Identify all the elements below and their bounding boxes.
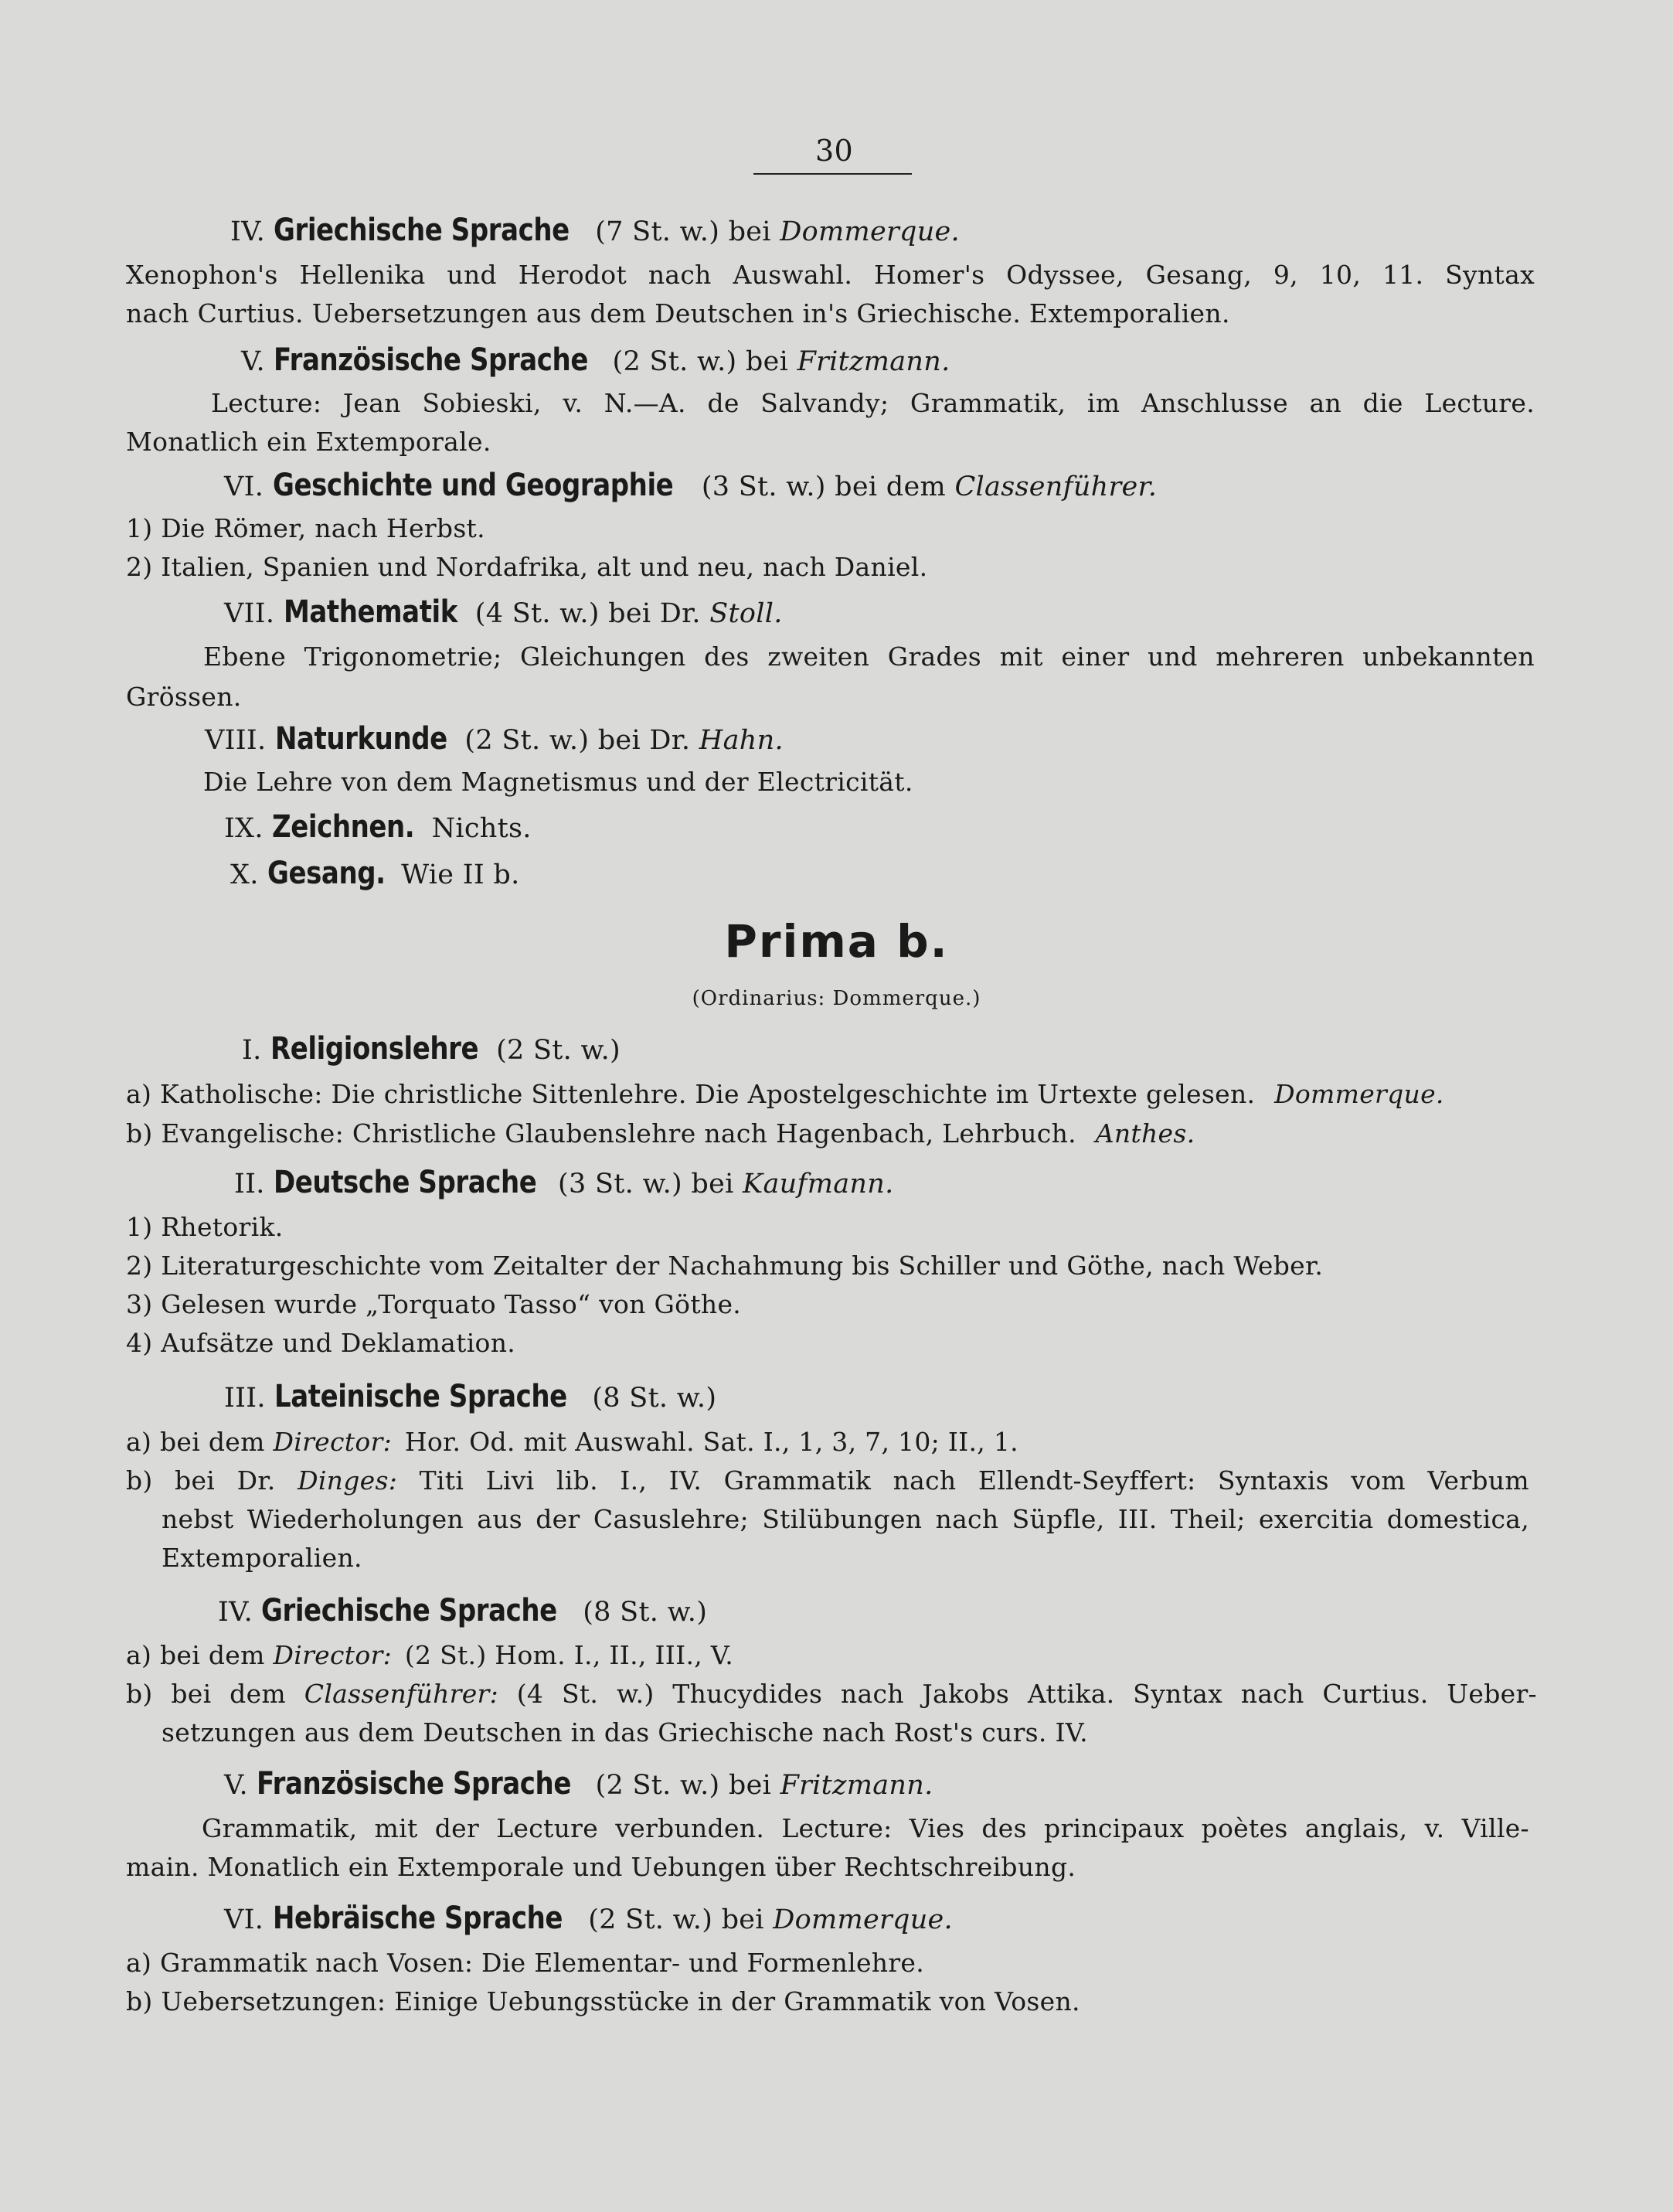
section-number: IX. <box>224 813 264 844</box>
section-teacher: Fritzmann. <box>797 346 950 377</box>
text-line: 1) Rhetorik. <box>126 1212 284 1242</box>
line-text: Titi Livi lib. I., IV. Grammatik nach Ellendt-Seyffert: Syntaxis vom Verbum <box>419 1465 1529 1496</box>
section-title: Hebräische Sprache <box>272 1901 563 1936</box>
section-heading-religionslehre <box>242 1033 621 1066</box>
line-text: b) Evangelische: Christliche Glaubenslehre nach Hagenbach, Lehrbuch. <box>126 1118 1076 1149</box>
teacher-name: Dinges: <box>298 1465 398 1496</box>
section-heading-franzoesisch-prev <box>241 342 950 378</box>
line-text: b) bei Dr. <box>126 1465 276 1496</box>
teacher-name: Director: <box>273 1640 393 1670</box>
class-ordinarius: (Ordinarius: Dommerque.) <box>692 987 981 1010</box>
section-heading-deutsch <box>234 1167 894 1200</box>
line-text: (2 St.) Hom. I., II., III., V. <box>404 1640 733 1670</box>
line-text: a) bei dem <box>126 1427 265 1457</box>
section-title: Mathematik <box>283 594 457 630</box>
class-title: Prima b. <box>724 915 949 968</box>
teacher-name: Director: <box>273 1427 393 1457</box>
text-line <box>126 1118 1195 1149</box>
text-line: b) Uebersetzungen: Einige Uebungsstücke in der Grammatik von Vosen. <box>126 1986 1080 2016</box>
teacher-name: Dommerque. <box>1274 1079 1444 1109</box>
section-number: V. <box>224 1770 248 1801</box>
section-heading-mathematik <box>224 594 783 630</box>
line-text: b) bei dem <box>126 1679 287 1709</box>
text-line: 1) Die Römer, nach Herbst. <box>126 513 485 543</box>
section-heading-gesang <box>230 858 520 890</box>
section-number: IV. <box>230 216 266 247</box>
text-line: Monatlich ein Extemporale. <box>126 427 491 457</box>
section-teacher: Kaufmann. <box>743 1169 894 1200</box>
section-hours: (2 St. w.) bei <box>612 346 789 377</box>
text-line: Extemporalien. <box>162 1543 362 1573</box>
section-number: IV. <box>218 1597 253 1628</box>
text-line: 2) Italien, Spanien und Nordafrika, alt und neu, nach Daniel. <box>126 552 928 582</box>
section-hours: (2 St. w.) bei Dr. <box>464 725 691 756</box>
text-line: nach Curtius. Uebersetzungen aus dem Deutschen in's Griechische. Extemporalien. <box>126 298 1230 328</box>
section-heading-zeichnen <box>224 809 532 845</box>
line-text: Hor. Od. mit Auswahl. Sat. I., 1, 3, 7, 10; II., 1. <box>404 1427 1018 1457</box>
teacher-name: Anthes. <box>1095 1118 1195 1149</box>
section-number: X. <box>230 859 259 890</box>
section-title: Französische Sprache <box>274 342 589 378</box>
section-hours: (3 St. w.) bei dem <box>701 471 947 502</box>
text-line <box>126 1079 1444 1110</box>
section-hours: (2 St. w.) bei <box>588 1904 764 1935</box>
section-heading-griechisch <box>218 1595 707 1628</box>
text-line: Ebene Trigonometrie; Gleichungen des zweiten Grades mit einer und mehreren unbekannten <box>203 641 1535 672</box>
section-number: VIII. <box>205 725 267 756</box>
section-number: VII. <box>224 598 275 629</box>
text-line: nebst Wiederholungen aus der Casuslehre; Stilübungen nach Süpfle, III. Theil; exercitia domestica, <box>162 1504 1529 1534</box>
section-teacher: Stoll. <box>709 598 783 629</box>
section-number: III. <box>224 1383 266 1414</box>
section-hours: (7 St. w.) bei <box>595 216 771 247</box>
section-title: Zeichnen. <box>272 809 415 845</box>
text-line: setzungen aus dem Deutschen in das Griechische nach Rost's curs. IV. <box>162 1717 1088 1747</box>
line-text: (4 St. w.) Thucydides nach Jakobs Attika. Syntax nach Curtius. Ueber- <box>516 1679 1537 1709</box>
section-title: Geschichte und Geographie <box>272 468 673 503</box>
text-line <box>126 1679 1537 1710</box>
section-teacher: Dommerque. <box>780 216 960 247</box>
section-heading-hebraeisch <box>224 1903 953 1935</box>
section-hours: (4 St. w.) bei Dr. <box>474 598 701 629</box>
text-line: main. Monatlich ein Extemporale und Uebungen über Rechtschreibung. <box>126 1852 1076 1882</box>
section-rest: Wie II b. <box>401 859 520 890</box>
page-number: 30 <box>815 134 853 168</box>
section-heading-franzoesisch <box>224 1768 933 1801</box>
section-teacher: Hahn. <box>699 725 784 756</box>
text-line: Lecture: Jean Sobieski, v. N.—A. de Salvandy; Grammatik, im Anschlusse an die Lecture. <box>211 388 1535 418</box>
section-hours: (8 St. w.) <box>592 1383 717 1414</box>
section-number: I. <box>242 1035 262 1066</box>
section-title: Deutsche Sprache <box>274 1165 537 1200</box>
section-heading-naturkunde <box>205 723 784 756</box>
text-line: 3) Gelesen wurde „Torquato Tasso“ von Göthe. <box>126 1289 742 1319</box>
section-rest: Nichts. <box>431 813 532 844</box>
section-number: VI. <box>224 1904 264 1935</box>
section-title: Naturkunde <box>274 721 447 757</box>
section-title: Gesang. <box>267 856 386 891</box>
teacher-name: Classenführer: <box>304 1679 499 1709</box>
section-heading-latein <box>224 1381 716 1414</box>
text-line: Grammatik, mit der Lecture verbunden. Lecture: Vies des principaux poètes anglais, v. Ville- <box>202 1813 1529 1843</box>
section-hours: (3 St. w.) bei <box>558 1169 734 1200</box>
text-line: Xenophon's Hellenika und Herodot nach Auswahl. Homer's Odyssee, Gesang, 9, 10, 11. Syntax <box>126 260 1535 290</box>
section-teacher: Dommerque. <box>773 1904 953 1935</box>
section-title: Griechische Sprache <box>261 1593 558 1628</box>
text-line <box>126 1465 1529 1496</box>
section-heading-griechisch-prev <box>230 215 960 247</box>
text-line: 2) Literaturgeschichte vom Zeitalter der Nachahmung bis Schiller und Göthe, nach Weber. <box>126 1251 1324 1281</box>
section-teacher: Fritzmann. <box>780 1770 933 1801</box>
section-number: VI. <box>224 471 264 502</box>
text-line <box>126 1640 733 1671</box>
section-hours: (2 St. w.) bei <box>595 1770 772 1801</box>
text-line: a) Grammatik nach Vosen: Die Elementar- und Formenlehre. <box>126 1948 925 1978</box>
text-line: 4) Aufsätze und Deklamation. <box>126 1328 516 1358</box>
section-title: Religionslehre <box>270 1031 479 1067</box>
section-number: V. <box>241 346 265 377</box>
section-title: Lateinische Sprache <box>274 1379 568 1414</box>
page-number-rule <box>753 173 912 175</box>
section-heading-geschichte <box>224 470 1157 502</box>
section-hours: (2 St. w.) <box>496 1035 621 1066</box>
text-line: Die Lehre von dem Magnetismus und der Electricität. <box>203 767 913 797</box>
text-line: Grössen. <box>126 682 242 712</box>
line-text: a) Katholische: Die christliche Sittenlehre. Die Apostelgeschichte im Urtexte gelesen. <box>126 1079 1256 1109</box>
text-line <box>126 1427 1018 1458</box>
section-number: II. <box>234 1169 265 1200</box>
line-text: a) bei dem <box>126 1640 265 1670</box>
section-title: Griechische Sprache <box>274 213 570 248</box>
section-teacher: Classenführer. <box>954 471 1158 502</box>
section-title: Französische Sprache <box>257 1766 572 1802</box>
section-hours: (8 St. w.) <box>583 1597 708 1628</box>
